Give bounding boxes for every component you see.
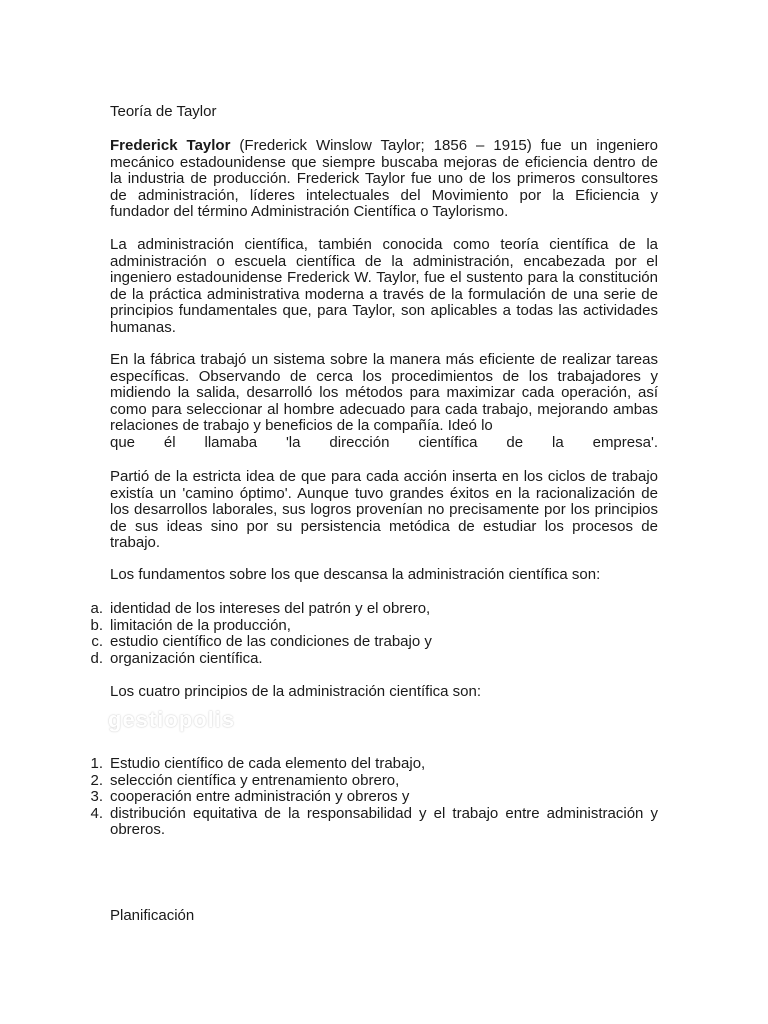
paragraph-fundamentos: Los fundamentos sobre los que descansa la administración científica son: [110, 566, 601, 583]
paragraph-text: (Frederick Winslow Taylor; 1856 – 1915) fue un ingeniero mecánico estadounidense que siempre buscaba mejoras de eficiencia dentro de la industria de producción. Frederick Taylor fue uno de los primeros consultores de administración, líderes intelectuales del Movimiento por la Eficiencia y fundador del término Administración Científica o Taylorismo. [110, 137, 658, 220]
list-item-text: distribución equitativa de la responsabilidad y el trabajo entre administración y obreros. [110, 804, 658, 838]
watermark-logo: gestiopolis [108, 707, 236, 732]
paragraph-text: En la fábrica trabajó un sistema sobre la manera más eficiente de realizar tareas específicas. Observando de cerca los procedimientos de los trabajadores y midiendo la salida, desarrolló los métodos para maximizar cada operación, así como para seleccionar al hombre adecuado para cada trabajo, mejorando ambas relaciones de trabajo y beneficios de la compañía. Ideó lo [110, 351, 658, 434]
list-item [0, 651, 658, 668]
list-item [0, 618, 658, 635]
list-item-text: selección científica y entrenamiento obrero, [110, 771, 400, 789]
list-marker: b. [90, 616, 103, 634]
section-heading-planificacion: Planificación [110, 907, 195, 924]
list-item [0, 789, 658, 806]
list-marker: 3. [90, 788, 103, 805]
list-item [0, 806, 658, 839]
paragraph-fabrica-last-line: que él llamaba 'la dirección científica de la empresa'. [110, 434, 658, 451]
list-marker: d. [90, 649, 103, 667]
list-item-text: identidad de los intereses del patrón y el obrero, [110, 600, 431, 617]
list-item [0, 756, 658, 773]
paragraph-partio: Partió de la estricta idea de que para cada acción inserta en los ciclos de trabajo existía un 'camino óptimo'. Aunque tuvo grandes éxitos en la racionalización de los desarrollos laborales, sus logros provenían no precisamente por los principios de sus ideas sino por su persistencia metódica de estudiar los procesos de trabajo. [110, 468, 658, 551]
list-item-text: cooperación entre administración y obreros y [110, 788, 410, 805]
list-item-text: limitación de la producción, [110, 616, 291, 634]
list-item-text: organización científica. [110, 649, 263, 667]
paragraph-administracion-cientifica: La administración científica, también conocida como teoría científica de la administración o escuela científica de la administración, encabezada por el ingeniero estadounidense Frederick W. Taylor, fue el sustento para la constitución de la práctica administrativa moderna a través de la formulación de una serie de principios fundamentales que, para Taylor, son aplicables a todas las actividades humanas. [110, 236, 658, 336]
list-item [0, 773, 658, 790]
document-title: Teoría de Taylor [110, 103, 217, 120]
paragraph-frederick-taylor [110, 138, 658, 221]
list-item-text: Estudio científico de cada elemento del trabajo, [110, 755, 426, 772]
paragraph-principios: Los cuatro principios de la administración científica son: [110, 683, 482, 700]
list-marker: 1. [90, 755, 103, 772]
fundamentos-list [0, 601, 658, 667]
list-marker: 4. [90, 804, 103, 822]
paragraph-fabrica [110, 352, 658, 435]
list-item-text: estudio científico de las condiciones de trabajo y [110, 633, 432, 650]
principios-list [0, 756, 658, 839]
list-marker: c. [91, 633, 103, 650]
list-item [0, 634, 658, 651]
list-marker: a. [90, 600, 103, 617]
list-item [0, 601, 658, 618]
bold-name: Frederick Taylor [110, 137, 231, 154]
list-marker: 2. [90, 771, 103, 789]
